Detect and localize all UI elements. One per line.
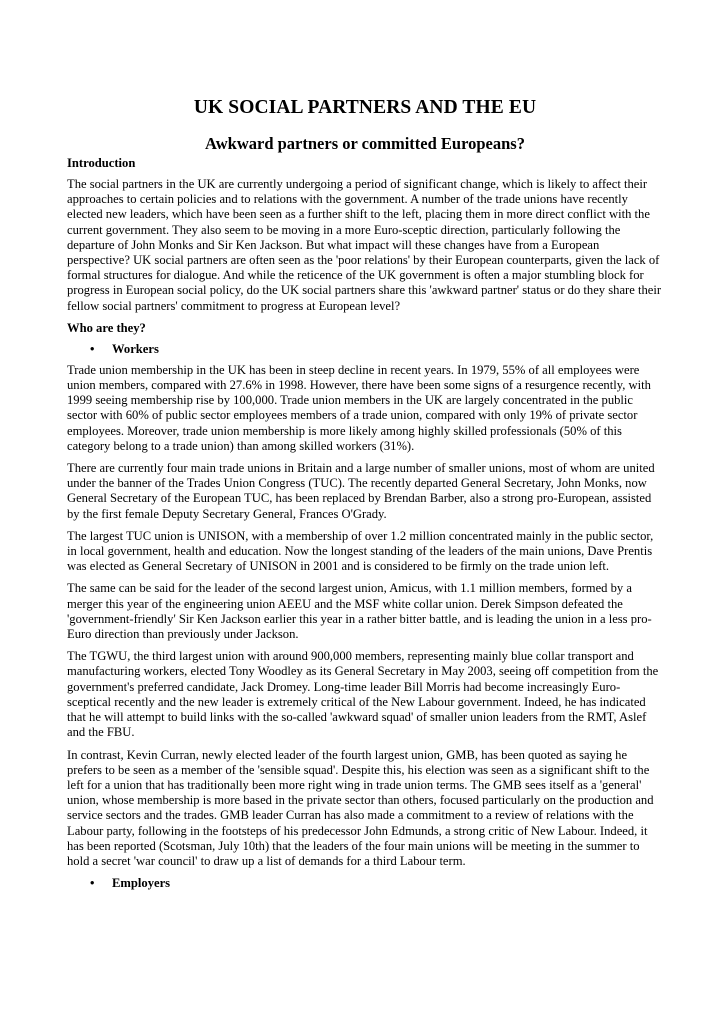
document-subtitle: Awkward partners or committed Europeans?: [205, 134, 525, 153]
bullet-icon: •: [90, 341, 95, 356]
who-are-they-heading: Who are they?: [67, 320, 146, 335]
workers-paragraph: There are currently four main trade unions in Britain and a large number of smaller unions, most of whom are united under the banner of the Trades Union Congress (TUC). The recently departed General Secretary, John Monks, now General Secretary of the European TUC, has been replaced by Brendan Barber, also a strong pro-European, assisted by the first female Deputy Secretary General, Frances O'Grady.: [67, 461, 655, 521]
workers-paragraph: The same can be said for the leader of the second largest union, Amicus, with 1.1 million members, formed by a merger this year of the engineering union AEEU and the MSF white collar union. Derek Simpson defeated the 'government-friendly' Sir Ken Jackson earlier this year in a rather bitter battle, and is leading the union in a less pro-Euro direction than previously under Jackson.: [67, 581, 652, 642]
introduction-heading: Introduction: [67, 156, 136, 170]
document-title: UK SOCIAL PARTNERS AND THE EU: [193, 97, 537, 118]
workers-paragraph: The TGWU, the third largest union with around 900,000 members, representing mainly blue collar transport and manufacturing workers, elected Tony Woodley as its General Secretary in May 2003, seeing off competition from the government's preferred candidate, Jack Dromey. Long-time leader Bill Morris had become increasingly Euro-sceptical recently and the new leader is extremely critical of the New Labour government. Indeed, he has indicated that he will attempt to build links with the so-called 'awkward squad' of smaller union leaders from the RMT, Aslef and the FBU.: [67, 649, 659, 740]
document-page: [67, 96, 663, 897]
workers-bullet: [90, 342, 663, 357]
workers-paragraph: Trade union membership in the UK has been in steep decline in recent years. In 1979, 55% of all employees were union members, compared with 27.6% in 1998. However, there have been some signs of a resurgence recently, with 1999 seeing membership rise by 100,000. Trade union members in the UK are largely concentrated in the public sector with 60% of public sector employees members of a trade union, compared with only 19% of private sector employees. Moreover, trade union membership is more likely among highly skilled professionals (50% of this category belong to a trade union) than among skilled workers (31%).: [67, 362, 651, 453]
bullet-icon: •: [90, 876, 95, 891]
employers-bullet: [90, 876, 663, 891]
workers-paragraph: The largest TUC union is UNISON, with a membership of over 1.2 million concentrated mainly in the public sector, in local government, health and education. Now the longest standing of the leaders of the main unions, Dave Prentis was elected as General Secretary of UNISON in 2001 and is considered to be firmly on the trade union left.: [67, 528, 654, 574]
introduction-paragraph: The social partners in the UK are currently undergoing a period of significant change, which is likely to affect their approaches to certain policies and to relations with the government. A number of the trade unions have recently elected new leaders, which have been seen as a further shift to the left, placing them in more direct conflict with the current government. They also seem to be moving in a more Euro-sceptic direction, particularly following the departure of John Monks and Sir Ken Jackson. But what impact will these changes have from a European perspective? UK social partners are often seen as the 'poor relations' by their European counterparts, given the lack of formal structures for dialogue. And while the reticence of the UK government is often a major stumbling block for progress in European social policy, do the UK social partners share this 'awkward partner' status or do they share their fellow social partners' commitment to progress at European level?: [67, 177, 662, 313]
workers-paragraph: In contrast, Kevin Curran, newly elected leader of the fourth largest union, GMB, has been quoted as saying he prefers to be seen as a member of the 'sensible squad'. Despite this, his election was seen as a significant shift to the left for a union that has traditionally been more right wing in trade union terms. The GMB sees itself as a 'general' union, whose membership is more based in the private sector than others, focused particularly on the production and service sectors and the trades. GMB leader Curran has also made a commitment to a review of relations with the Labour party, following in the footsteps of his predecessor John Edmunds, a strong critic of New Labour. Indeed, it has been reported (Scotsman, July 10th) that the leaders of the four main unions will be meeting in the summer to hold a secret 'war council' to draw up a list of demands for a third Labour term.: [67, 747, 654, 868]
employers-label: Employers: [112, 876, 171, 891]
workers-label: Workers: [112, 341, 159, 356]
